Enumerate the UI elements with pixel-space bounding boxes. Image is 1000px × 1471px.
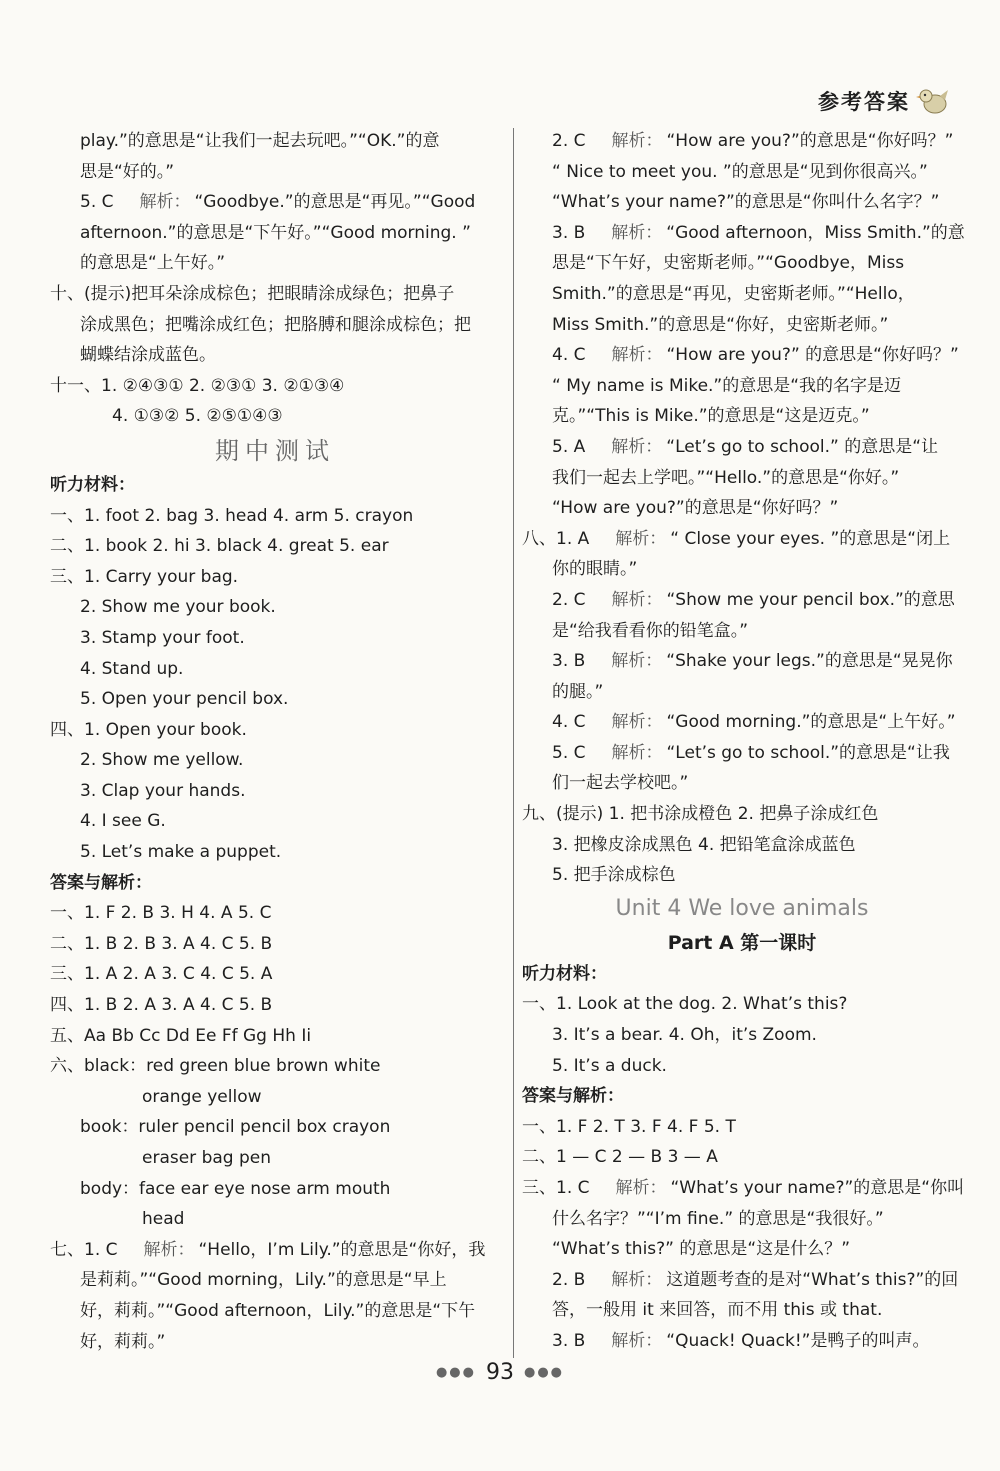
section-heading: 答案与解析：	[50, 872, 152, 893]
text-line	[50, 1082, 500, 1113]
text-line	[522, 585, 962, 616]
answer-label: 3. B	[552, 1330, 586, 1351]
unit-title: Unit 4 We love animals	[615, 895, 869, 921]
section-heading: 答案与解析：	[522, 1086, 624, 1107]
text-line	[50, 501, 500, 532]
analysis-tag: 解析：	[611, 1269, 663, 1290]
text-line	[522, 401, 962, 432]
column-divider	[513, 128, 514, 1358]
answer-label: 七、1. C	[50, 1239, 118, 1260]
text-line	[50, 959, 500, 990]
text-line	[50, 654, 500, 685]
line-text: “ My name is Mike.”的意思是“我的名字是迈	[552, 375, 902, 396]
text-line	[50, 157, 500, 188]
line-text: “Good morning.”的意思是“上午好。”	[666, 712, 956, 733]
text-line	[522, 1234, 962, 1265]
line-text: 二、1. book 2. hi 3. black 4. great 5. ear	[50, 536, 389, 557]
text-line	[50, 1235, 500, 1266]
text-line	[50, 1296, 500, 1327]
text-line	[522, 187, 962, 218]
text-line	[50, 248, 500, 279]
text-line	[522, 248, 962, 279]
line-text: 九、(提示) 1. 把书涂成橙色 2. 把鼻子涂成红色	[522, 804, 879, 825]
line-text: “What’s your name?”的意思是“你叫什么名字？”	[552, 192, 940, 213]
text-line	[50, 715, 500, 746]
line-text: 思是“下午好，史密斯老师。”“Goodbye，Miss	[552, 253, 905, 274]
line-text: 什么名字？”“I’m fine.” 的意思是“我很好。”	[552, 1208, 884, 1229]
text-line	[522, 1204, 962, 1235]
line-text: Smith.”的意思是“再见，史密斯老师。”“Hello，	[552, 283, 915, 304]
text-line	[50, 371, 500, 402]
header	[818, 84, 950, 118]
line-text: 是莉莉。”“Good morning，Lily.”的意思是“早上	[80, 1270, 447, 1291]
analysis-tag: 解析：	[611, 742, 663, 763]
text-line	[50, 340, 500, 371]
analysis-tag: 解析：	[143, 1239, 195, 1260]
analysis-tag: 解析：	[611, 712, 663, 733]
text-line	[50, 1204, 500, 1235]
text-line	[522, 554, 962, 585]
line-text: 的意思是“上午好。”	[80, 253, 226, 274]
line-text: 二、1 — C 2 — B 3 — A	[522, 1147, 718, 1168]
answer-label: 4. C	[552, 712, 586, 733]
text-line	[522, 768, 962, 799]
line-text: eraser bag pen	[142, 1148, 272, 1168]
text-line	[522, 463, 962, 494]
text-line	[522, 1142, 962, 1173]
text-line	[50, 1143, 500, 1174]
line-text: “Goodbye.”的意思是“再见。”“Good	[194, 192, 476, 213]
line-text: 涂成黑色；把嘴涂成红色；把胳膊和腿涂成棕色；把	[80, 314, 471, 335]
text-line	[50, 1327, 500, 1358]
line-text: “Quack! Quack!”是鸭子的叫声。	[666, 1330, 930, 1351]
line-text: 我们一起去上学吧。”“Hello.”的意思是“你好。”	[552, 467, 900, 488]
line-text: 你的眼睛。”	[552, 559, 638, 580]
answer-label: 3. B	[552, 651, 586, 672]
line-text: 思是“好的。”	[80, 161, 175, 182]
answer-label: 5. C	[80, 192, 114, 213]
line-text: 5. 把手涂成棕色	[552, 865, 676, 886]
text-line	[50, 126, 500, 157]
text-line	[522, 126, 962, 157]
line-text: 5. Open your pencil box.	[80, 689, 289, 710]
text-line	[522, 677, 962, 708]
text-line	[522, 493, 962, 524]
line-text: 五、Aa Bb Cc Dd Ee Ff Gg Hh Ii	[50, 1025, 312, 1046]
text-line	[522, 524, 962, 555]
line-text: afternoon.”的意思是“下午好。”“Good morning. ”	[80, 222, 471, 243]
line-text: body：face ear eye nose arm mouth	[80, 1178, 391, 1199]
line-text: “Let’s go to school.”的意思是“让我	[666, 742, 950, 763]
line-text: 5. Let’s make a puppet.	[80, 842, 282, 863]
analysis-tag: 解析：	[615, 528, 667, 549]
text-line	[522, 1265, 962, 1296]
line-text: 六、black：red green blue brown white	[50, 1056, 381, 1077]
line-text: play.”的意思是“让我们一起去玩吧。”“OK.”的意	[80, 131, 440, 151]
line-text: 5. It’s a duck.	[552, 1055, 667, 1076]
analysis-tag: 解析：	[611, 345, 663, 366]
line-text: Miss Smith.”的意思是“你好，史密斯老师。”	[552, 314, 889, 335]
text-line	[522, 218, 965, 249]
line-text: “ Close your eyes. ”的意思是“闭上	[670, 528, 951, 549]
line-text: 这道题考查的是对“What’s this?”的回	[666, 1269, 959, 1290]
footer	[0, 1360, 1000, 1385]
text-line	[522, 1112, 962, 1143]
text-line	[522, 989, 962, 1020]
text-line	[50, 531, 500, 562]
line-text: 好，莉莉。”	[80, 1331, 166, 1352]
analysis-tag: 解析：	[611, 589, 663, 610]
analysis-tag: 解析：	[611, 222, 663, 243]
right-column	[522, 126, 965, 1357]
text-line	[50, 837, 500, 868]
text-line	[50, 401, 500, 432]
line-text: “ Nice to meet you. ”的意思是“见到你很高兴。”	[552, 161, 928, 182]
line-text: 四、1. B 2. A 3. A 4. C 5. B	[50, 995, 273, 1016]
line-text: 蝴蝶结涂成蓝色。	[80, 345, 216, 366]
text-line	[522, 1295, 962, 1326]
line-text: “Show me your pencil box.”的意思	[666, 589, 955, 610]
text-line	[522, 1173, 965, 1204]
analysis-tag: 解析：	[611, 1330, 663, 1351]
text-line	[50, 745, 500, 776]
text-line	[50, 592, 500, 623]
text-line	[522, 616, 962, 647]
line-text: 好，莉莉。”“Good afternoon，Lily.”的意思是“下午	[80, 1300, 476, 1321]
line-text: “What’s this?” 的意思是“这是什么？”	[552, 1239, 851, 1260]
line-text: 2. Show me yellow.	[80, 750, 244, 771]
line-text: “Let’s go to school.” 的意思是“让	[666, 436, 939, 457]
text-line	[50, 929, 500, 960]
text-line	[522, 1020, 962, 1051]
line-text: 四、1. Open your book.	[50, 719, 247, 740]
page-number: 93	[486, 1360, 514, 1385]
text-line	[50, 1265, 500, 1296]
answer-label: 2. C	[552, 131, 586, 151]
part-title: Part A 第一课时	[667, 931, 817, 954]
analysis-tag: 解析：	[139, 192, 191, 213]
line-text: book：ruler pencil pencil box crayon	[80, 1117, 391, 1138]
text-line	[522, 707, 962, 738]
answer-label: 2. B	[552, 1269, 586, 1290]
line-text: 一、1. Look at the dog. 2. What’s this?	[522, 994, 848, 1015]
line-text: 一、1. F 2. T 3. F 4. F 5. T	[522, 1116, 736, 1137]
line-text: 2. Show me your book.	[80, 597, 276, 618]
text-line	[50, 218, 500, 249]
line-text: “Hello，I’m Lily.”的意思是“你好，我	[198, 1239, 486, 1260]
line-text: 三、1. Carry your bag.	[50, 566, 239, 587]
answer-label: 三、1. C	[522, 1178, 590, 1198]
text-line	[522, 830, 962, 861]
text-line	[50, 1021, 500, 1052]
header-title: 参考答案	[818, 90, 910, 114]
line-text: “How are you?”的意思是“你好吗？”	[552, 498, 839, 519]
line-text: 3. 把橡皮涂成黑色 4. 把铅笔盒涂成蓝色	[552, 834, 856, 855]
section-heading: 听力材料：	[522, 963, 607, 984]
line-text: “How are you?” 的意思是“你好吗？”	[666, 345, 959, 366]
text-line	[50, 187, 500, 218]
text-line	[50, 776, 500, 807]
text-line	[50, 1051, 500, 1082]
line-text: 克。”“This is Mike.”的意思是“这是迈克。”	[552, 406, 870, 427]
line-text: 三、1. A 2. A 3. C 4. C 5. A	[50, 964, 273, 985]
text-line	[522, 860, 962, 891]
section-title: 期中测试	[215, 436, 335, 465]
text-line	[50, 279, 500, 310]
analysis-tag: 解析：	[611, 131, 663, 151]
line-text: 3. Stamp your foot.	[80, 627, 245, 648]
left-column	[50, 126, 500, 1357]
line-text: “Shake your legs.”的意思是“晃晃你	[666, 651, 953, 672]
line-text: 一、1. F 2. B 3. H 4. A 5. C	[50, 903, 272, 924]
answer-label: 2. C	[552, 589, 586, 610]
line-text: 是“给我看看你的铅笔盒。”	[552, 620, 749, 641]
text-line	[522, 157, 962, 188]
line-text: orange yellow	[142, 1086, 262, 1107]
text-line	[522, 279, 962, 310]
bird-icon	[916, 84, 950, 118]
text-line	[50, 684, 500, 715]
line-text: 3. Clap your hands.	[80, 780, 246, 801]
line-text: 的腿。”	[552, 681, 604, 702]
text-line	[522, 799, 962, 830]
line-text: 二、1. B 2. B 3. A 4. C 5. B	[50, 933, 273, 954]
text-line	[522, 646, 962, 677]
text-line	[522, 1051, 962, 1082]
text-line	[50, 310, 500, 341]
answer-label: 3. B	[552, 222, 586, 243]
text-line	[522, 340, 962, 371]
text-line	[50, 990, 500, 1021]
line-text: “What’s your name?”的意思是“你叫	[670, 1178, 965, 1198]
line-text: 答，一般用 it 来回答，而不用 this 或 that.	[552, 1300, 883, 1321]
answer-label: 八、1. A	[522, 528, 590, 549]
line-text: 4. I see G.	[80, 811, 166, 832]
text-line	[50, 806, 500, 837]
line-text: 3. It’s a bear. 4. Oh，it’s Zoom.	[552, 1025, 817, 1046]
line-text: 十、(提示)把耳朵涂成棕色；把眼睛涂成绿色；把鼻子	[50, 283, 455, 304]
text-line	[50, 898, 500, 929]
text-line	[522, 738, 962, 769]
text-line	[50, 562, 500, 593]
text-line	[50, 1112, 500, 1143]
text-line	[50, 1174, 500, 1205]
line-text: head	[142, 1209, 185, 1230]
analysis-tag: 解析：	[611, 436, 663, 457]
answer-label: 4. C	[552, 345, 586, 366]
text-line	[522, 432, 962, 463]
text-line	[522, 371, 962, 402]
line-text: 们一起去学校吧。”	[552, 773, 689, 794]
footer-dots-right: ●●●	[524, 1365, 565, 1380]
text-line	[522, 310, 962, 341]
analysis-tag: 解析：	[615, 1178, 667, 1198]
text-line	[50, 623, 500, 654]
footer-dots-left: ●●●	[435, 1365, 476, 1380]
line-text: “How are you?”的意思是“你好吗？”	[666, 131, 954, 151]
line-text: 一、1. foot 2. bag 3. head 4. arm 5. crayon	[50, 505, 414, 526]
answer-label: 5. C	[552, 742, 586, 763]
answer-label: 5. A	[552, 436, 586, 457]
line-text: “Good afternoon，Miss Smith.”的意	[666, 222, 965, 243]
line-text: 4. ①③② 5. ②⑤①④③	[112, 406, 283, 427]
section-heading: 听力材料：	[50, 474, 135, 495]
analysis-tag: 解析：	[611, 651, 663, 672]
line-text: 4. Stand up.	[80, 658, 184, 679]
text-line	[522, 1326, 962, 1357]
line-text: 十一、1. ②④③① 2. ②③① 3. ②①③④	[50, 375, 345, 396]
